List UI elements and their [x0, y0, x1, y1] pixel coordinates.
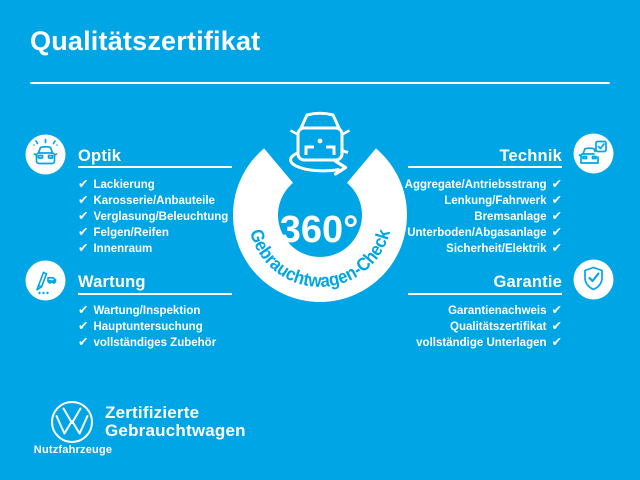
checklist-optik — [78, 177, 228, 257]
section-title-garantie: Garantie — [493, 273, 562, 291]
shield-check-icon — [573, 259, 614, 300]
list-item: Aggregate/Antriebsstrang ✔ — [404, 177, 562, 191]
ring-label: Gebrauchtwagen-Check — [245, 225, 395, 292]
check-icon: ✔ — [551, 335, 562, 349]
list-item: Lenkung/Fahrwerk ✔ — [444, 193, 562, 207]
list-item: Unterboden/Abgasanlage ✔ — [407, 225, 562, 239]
list-item: Garantienachweis ✔ — [448, 303, 562, 317]
360-check-badge — [222, 100, 418, 312]
list-item: Qualitätszertifikat ✔ — [450, 319, 562, 333]
check-icon: ✔ — [78, 241, 89, 255]
tagline-line2: Gebrauchtwagen — [105, 420, 246, 440]
list-item: ✔ Wartung/Inspektion — [78, 303, 201, 317]
section-divider-optik — [78, 166, 232, 168]
list-item: Sicherheit/Elektrik ✔ — [446, 241, 562, 255]
vw-logo-icon — [50, 400, 94, 444]
check-icon: ✔ — [78, 209, 89, 223]
page-title: Qualitätszertifikat — [30, 26, 261, 56]
section-divider-wartung — [78, 293, 232, 295]
check-icon: ✔ — [551, 303, 562, 317]
section-title-technik: Technik — [499, 147, 562, 165]
tagline-line1: Zertifizierte — [105, 403, 200, 422]
section-divider-technik — [408, 166, 562, 168]
degree-value: 360° — [279, 209, 359, 251]
list-item: ✔ Verglasung/Beleuchtung — [78, 209, 229, 223]
tagline — [105, 404, 246, 439]
check-icon: ✔ — [78, 193, 89, 207]
check-icon: ✔ — [78, 225, 89, 239]
checklist-garantie — [398, 303, 562, 351]
list-item: ✔ vollständiges Zubehör — [78, 335, 217, 349]
section-title-wartung: Wartung — [78, 273, 146, 291]
section-title-optik: Optik — [78, 147, 122, 165]
section-divider-garantie — [408, 293, 562, 295]
check-icon: ✔ — [78, 319, 89, 333]
check-icon: ✔ — [551, 225, 562, 239]
check-icon: ✔ — [551, 177, 562, 191]
shiny-car-icon — [25, 134, 66, 175]
list-item: ✔ Lackierung — [78, 177, 155, 191]
list-item: ✔ Innenraum — [78, 241, 153, 255]
list-item: vollständige Unterlagen ✔ — [416, 335, 562, 349]
check-icon: ✔ — [551, 319, 562, 333]
list-item: ✔ Hauptuntersuchung — [78, 319, 203, 333]
list-item: ✔ Karosserie/Anbauteile — [78, 193, 215, 207]
car-360-rotation-icon — [291, 113, 349, 174]
check-icon: ✔ — [551, 241, 562, 255]
list-item: ✔ Felgen/Reifen — [78, 225, 169, 239]
brand-label: Nutzfahrzeuge — [33, 444, 113, 456]
car-checklist-icon — [573, 133, 614, 174]
check-icon: ✔ — [551, 193, 562, 207]
check-icon: ✔ — [551, 209, 562, 223]
header-divider — [30, 82, 610, 84]
check-icon: ✔ — [78, 335, 89, 349]
list-item: Bremsanlage ✔ — [474, 209, 562, 223]
checklist-wartung — [78, 303, 216, 351]
service-record-icon — [25, 260, 66, 301]
check-icon: ✔ — [78, 177, 89, 191]
checklist-technik — [398, 177, 562, 257]
check-icon: ✔ — [78, 303, 89, 317]
